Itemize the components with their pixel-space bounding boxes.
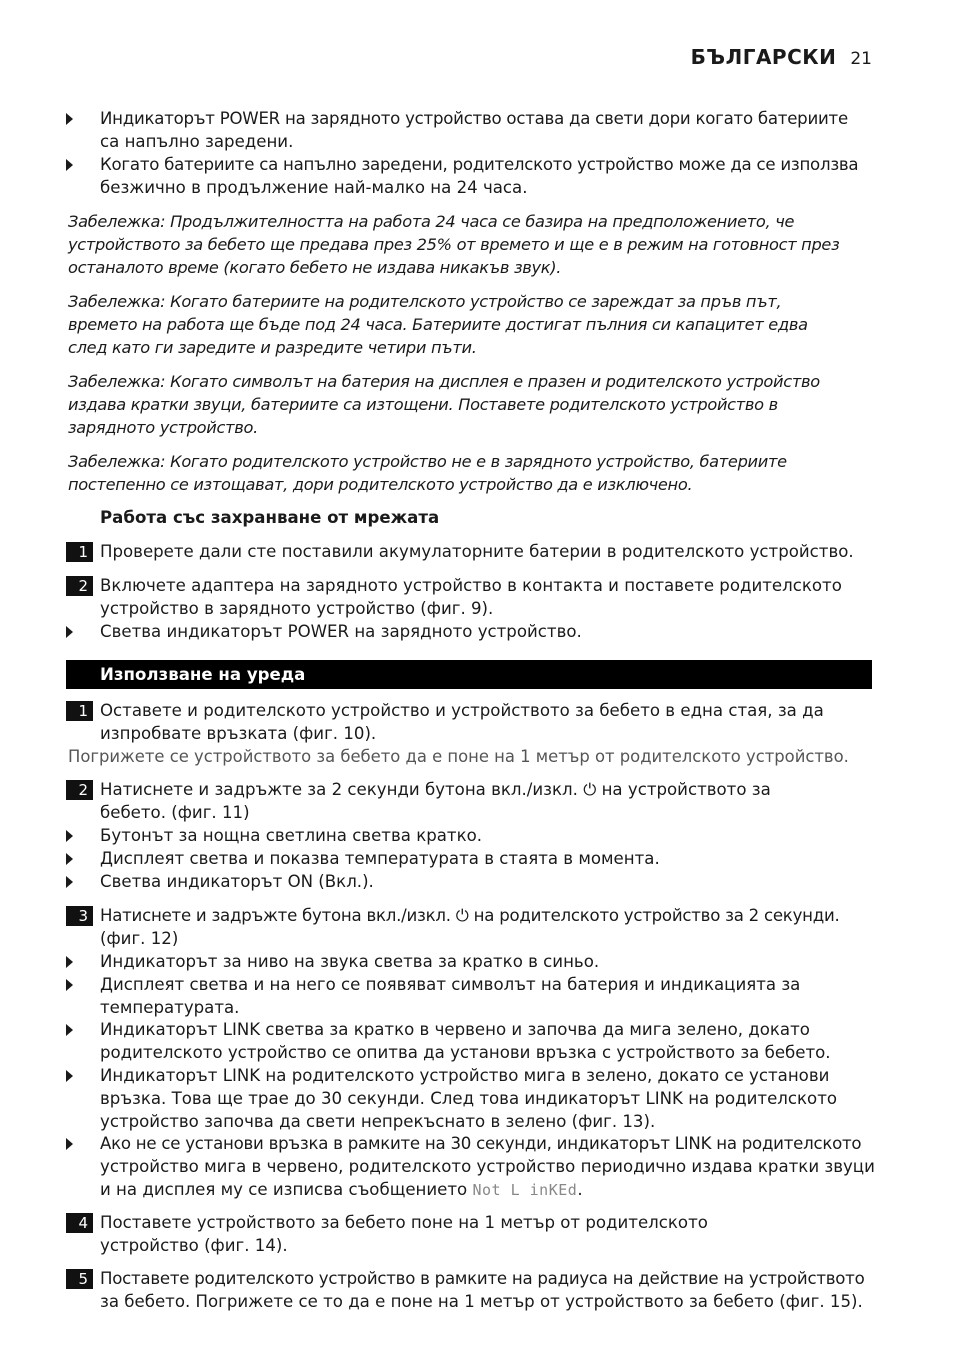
bullet-icon xyxy=(66,848,76,865)
bullet-icon xyxy=(66,154,76,171)
bullet-icon xyxy=(66,108,76,125)
text-line: Индикаторът за ниво на звука светва за кратко в синьо. xyxy=(100,952,600,971)
text-line: Натиснете и задръжте бутона вкл./изкл. ⏻ на родителското устройство за 2 секунди. xyxy=(100,906,840,925)
text-line: Дисплеят светва и показва температурата в стаята в момента. xyxy=(100,849,660,868)
step-number: 1 xyxy=(66,542,93,562)
note-line: Забележка: Когато символът на батерия на дисплея е празен и родителското устройство xyxy=(68,372,820,391)
section-heading: Използване на уреда xyxy=(100,665,306,684)
language-label: БЪЛГАРСКИ xyxy=(690,45,837,69)
step-number: 2 xyxy=(66,780,93,800)
step-number: 1 xyxy=(66,701,93,721)
note-line: останалото време (когато бебето не издава никакъв звук). xyxy=(68,258,562,277)
bullet-icon xyxy=(66,1133,76,1150)
text-line: Ако не се установи връзка в рамките на 30 секунди, индикаторът LINK на родителското xyxy=(100,1134,862,1153)
text-line: Светва индикаторът POWER на зарядното устройство. xyxy=(100,622,582,641)
step-number: 2 xyxy=(66,576,93,596)
bullet-icon xyxy=(66,1019,76,1036)
section-heading-bar xyxy=(66,660,872,689)
text-line: бебето. (фиг. 11) xyxy=(100,803,250,822)
text-line: (фиг. 12) xyxy=(100,929,179,948)
note-line: издава кратки звуци, батериите са изтощени. Поставете родителското устройство в xyxy=(68,395,778,414)
step-number: 3 xyxy=(66,906,93,926)
text-line: Индикаторът LINK на родителското устройство мига в зелено, докато се установи xyxy=(100,1066,830,1085)
text-line: Дисплеят светва и на него се появяват символът на батерия и индикацията за xyxy=(100,975,801,994)
note-line: времето на работа ще бъде под 24 часа. Батериите достигат пълния си капацитет едва xyxy=(68,315,808,334)
note-line: Забележка: Когато батериите на родителското устройство се зареждат за пръв път, xyxy=(68,292,782,311)
text-line: безжично в продължение най-малко на 24 часа. xyxy=(100,178,528,197)
text-line: Индикаторът LINK светва за кратко в червено и започва да мига зелено, докато xyxy=(100,1020,810,1039)
note-line: след като ги заредите и разредите четири пъти. xyxy=(68,338,477,357)
note-line: устройството за бебето ще предава през 25% от времето и ще е в режим на готовност през xyxy=(68,235,840,254)
text-line: Поставете устройството за бебето поне на 1 метър от родителското xyxy=(100,1213,708,1232)
text-segment: и на дисплея му се изписва съобщението xyxy=(100,1180,473,1199)
note-line: постепенно се изтощават, дори родителското устройство да е изключено. xyxy=(68,475,693,494)
step-number: 4 xyxy=(66,1213,93,1233)
text-line: изпробвате връзката (фиг. 10). xyxy=(100,724,377,743)
note-line: зарядното устройство. xyxy=(68,418,258,437)
page-number: 21 xyxy=(850,49,872,69)
text-line xyxy=(100,1178,890,1202)
text-line: температурата. xyxy=(100,998,240,1017)
subheading: Работа със захранване от мрежата xyxy=(100,508,440,527)
bullet-icon xyxy=(66,1065,76,1082)
text-line: Проверете дали сте поставили акумулаторните батерии в родителското устройство. xyxy=(100,542,854,561)
text-line: устройство започва да свети непрекъснато в зелено (фиг. 13). xyxy=(100,1112,656,1131)
text-line: Включете адаптера на зарядното устройство в контакта и поставете родителското xyxy=(100,576,842,595)
text-line: Бутонът за нощна светлина светва кратко. xyxy=(100,826,483,845)
text-line: Светва индикаторът ON (Вкл.). xyxy=(100,872,374,891)
note-line: Забележка: Продължителността на работа 24 часа се базира на предположението, че xyxy=(68,212,795,231)
note-line: Забележка: Когато родителското устройство не е в зарядното устройство, батериите xyxy=(68,452,787,471)
text-segment: . xyxy=(577,1180,583,1199)
bullet-icon xyxy=(66,871,76,888)
text-line: Индикаторът POWER на зарядното устройство остава да свети дори когато батериите xyxy=(100,109,848,128)
step-note: Погрижете се устройството за бебето да е поне на 1 метър от родителското устройство. xyxy=(68,747,849,766)
text-line: са напълно заредени. xyxy=(100,132,294,151)
bullet-icon xyxy=(66,825,76,842)
text-line: Оставете и родителското устройство и устройството за бебето в една стая, за да xyxy=(100,701,824,720)
text-line: Когато батериите са напълно заредени, родителското устройство може да се използва xyxy=(100,155,859,174)
text-line: устройство в зарядното устройство (фиг. 9). xyxy=(100,599,494,618)
text-line: устройство мига в червено, родителското устройство периодично издава кратки звуци xyxy=(100,1157,875,1176)
page-header xyxy=(691,46,872,71)
text-line: Натиснете и задръжте за 2 секунди бутона вкл./изкл. ⏻ на устройството за xyxy=(100,780,771,799)
step-number: 5 xyxy=(66,1269,93,1289)
text-line: връзка. Това ще трае до 30 секунди. След това индикаторът LINK на родителското xyxy=(100,1089,838,1108)
lcd-message: Not L inKEd xyxy=(472,1181,578,1199)
text-line: устройство (фиг. 14). xyxy=(100,1236,288,1255)
text-line: родителското устройство се опитва да установи връзка с устройството за бебето. xyxy=(100,1043,831,1062)
bullet-icon xyxy=(66,621,76,638)
text-line: Поставете родителското устройство в рамките на радиуса на действие на устройството xyxy=(100,1269,865,1288)
bullet-icon xyxy=(66,951,76,968)
bullet-icon xyxy=(66,974,76,991)
text-line: за бебето. Погрижете се то да е поне на 1 метър от устройството за бебето (фиг. 15). xyxy=(100,1292,863,1311)
